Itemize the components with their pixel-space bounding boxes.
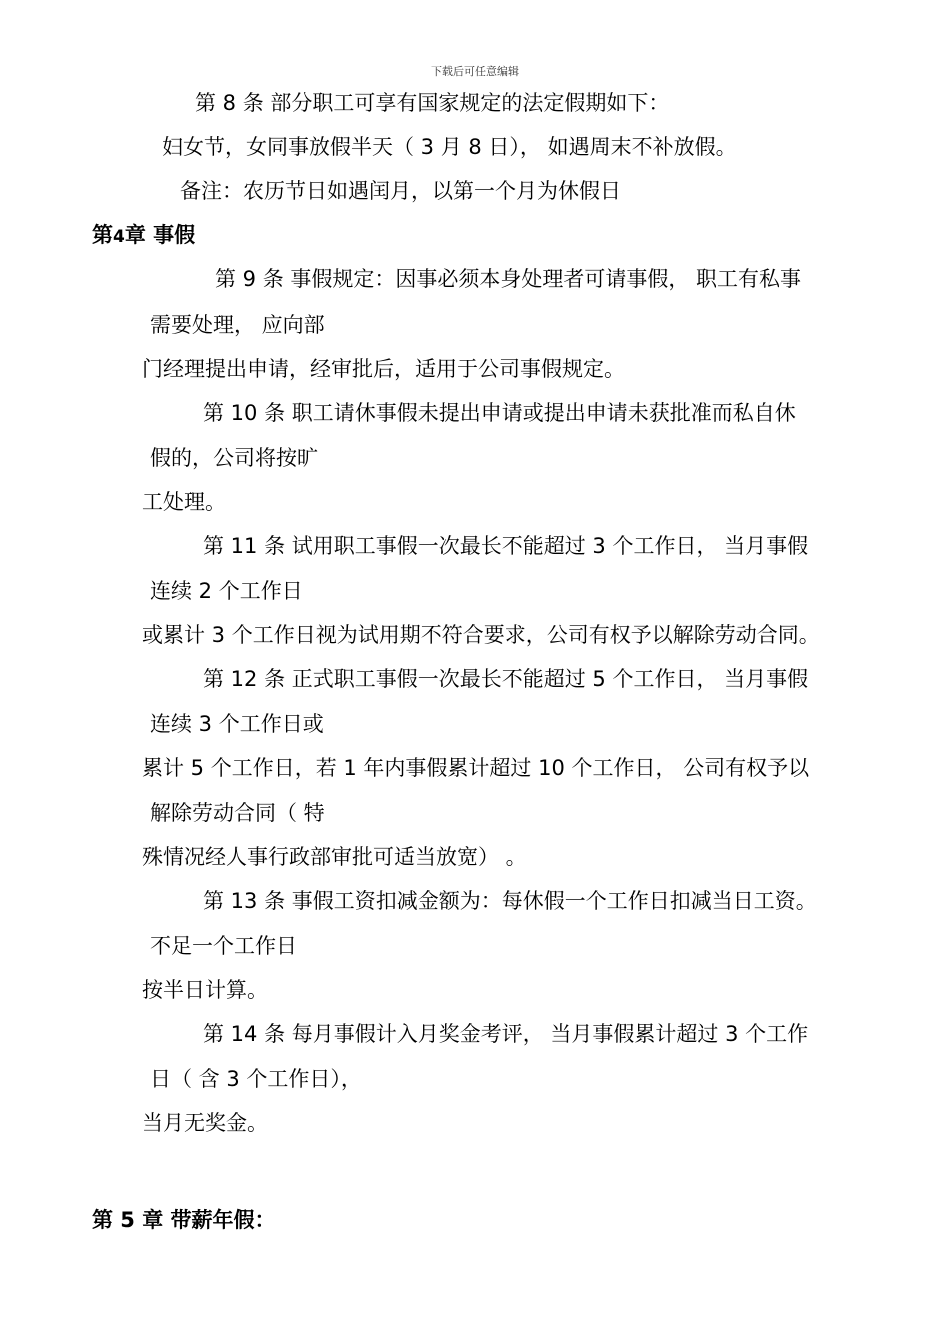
article-12-line-3: 累计 5 个工作日，若 1 年内事假累计超过 10 个工作日， 公司有权予以 (142, 756, 810, 780)
chapter-4-number: 4 (113, 227, 125, 247)
article-9-line-2: 需要处理， 应向部 (150, 313, 325, 337)
article-12-line-1: 第 12 条 正式职工事假一次最长不能超过 5 个工作日， 当月事假 (203, 667, 809, 691)
article-13-line-2: 不足一个工作日 (150, 934, 297, 958)
article-9-line-1: 第 9 条 事假规定：因事必须本身处理者可请事假， 职工有私事 (215, 267, 802, 291)
article-14-line-3: 当月无奖金。 (142, 1111, 268, 1135)
chapter-4-title: 章 事假 (124, 223, 196, 247)
chapter-4-heading (92, 220, 195, 252)
article-12-line-5: 殊情况经人事行政部审批可适当放宽） 。 (142, 845, 527, 869)
article-10-line-3: 工处理。 (142, 490, 226, 514)
article-10-line-2: 假的，公司将按旷 (150, 446, 318, 470)
article-11-line-2: 连续 2 个工作日 (150, 579, 303, 603)
page-header: 下载后可任意编辑 (431, 65, 519, 78)
article-13-line-1: 第 13 条 事假工资扣减金额为：每休假一个工作日扣减当日工资。 (203, 889, 817, 913)
article-12-line-4: 解除劳动合同（ 特 (150, 801, 325, 825)
article-10-line-1: 第 10 条 职工请休事假未提出申请或提出申请未获批准而私自休 (203, 401, 796, 425)
article-13-line-3: 按半日计算。 (142, 978, 268, 1002)
article-12-line-2: 连续 3 个工作日或 (150, 712, 324, 736)
chapter-4-prefix: 第 (92, 223, 113, 247)
chapter-5-heading: 第 5 章 带薪年假： (92, 1208, 276, 1232)
note-line: 备注：农历节日如遇闰月，以第一个月为休假日 (180, 179, 621, 203)
article-14-line-2: 日（ 含 3 个工作日）， (150, 1067, 362, 1091)
article-11-line-1: 第 11 条 试用职工事假一次最长不能超过 3 个工作日， 当月事假 (203, 534, 809, 558)
article-14-line-1: 第 14 条 每月事假计入月奖金考评， 当月事假累计超过 3 个工作 (203, 1022, 809, 1046)
womens-day-line: 妇女节，女同事放假半天（ 3 月 8 日）， 如遇周末不补放假。 (162, 135, 737, 159)
article-11-line-3: 或累计 3 个工作日视为试用期不符合要求，公司有权予以解除劳动合同。 (142, 623, 820, 647)
article-9-line-3: 门经理提出申请，经审批后，适用于公司事假规定。 (142, 357, 625, 381)
article-8-line: 第 8 条 部分职工可享有国家规定的法定假期如下： (195, 91, 670, 115)
